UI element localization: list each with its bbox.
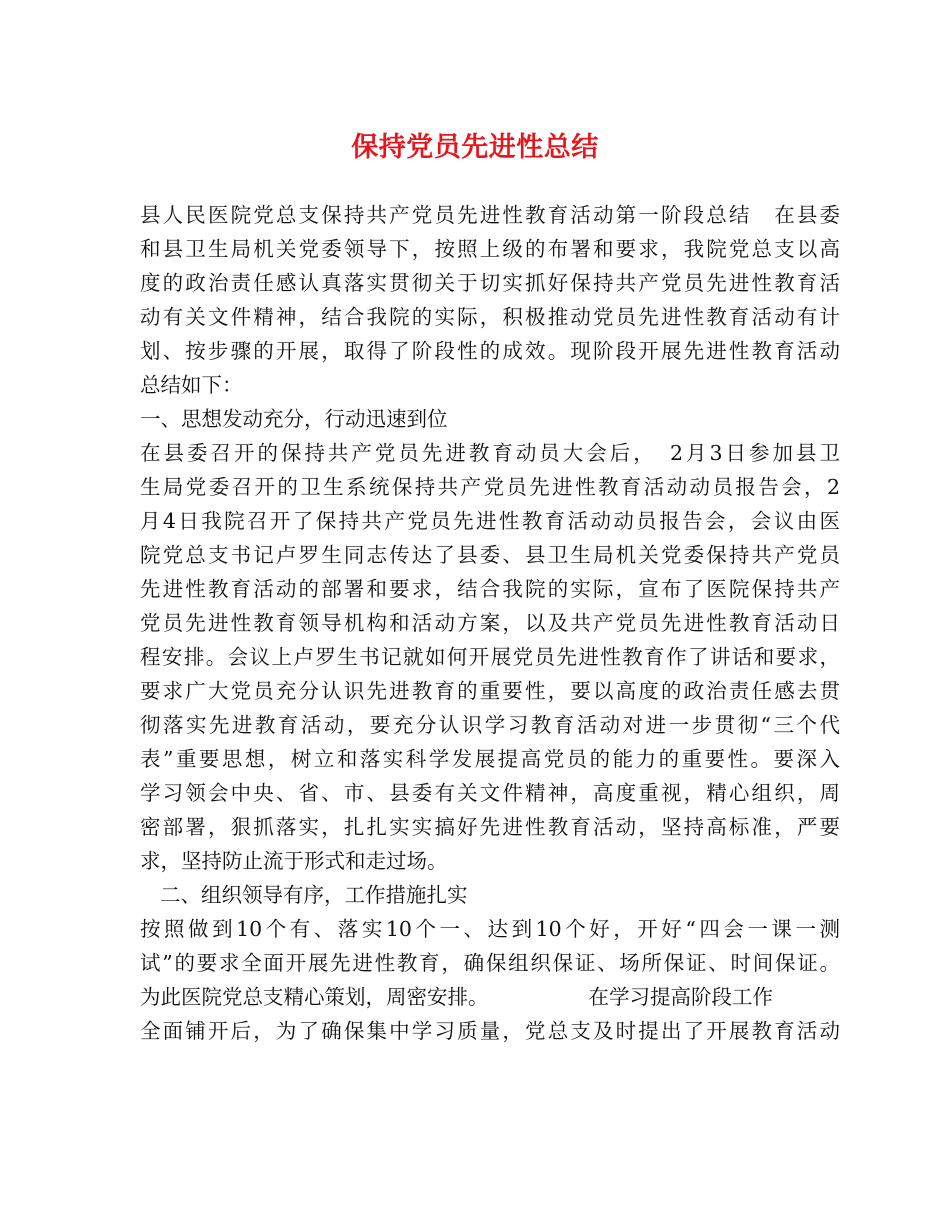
- text-line: 按照做到10个有、落实10个一、达到10个好，开好“四会一课一测: [140, 917, 840, 941]
- section-heading: 二、组织领导有序，工作措施扎实: [160, 883, 468, 907]
- text-line: 求，坚持防止流于形式和走过场。: [140, 849, 448, 873]
- text-line: 总结如下：: [140, 373, 243, 397]
- text-line: 动有关文件精神，结合我院的实际，积极推动党员先进性教育活动有计: [140, 305, 840, 329]
- text-line: 生局党委召开的卫生系统保持共产党员先进性教育活动动员报告会，2: [140, 475, 840, 499]
- text-line: 要求广大党员充分认识先进教育的重要性，要以高度的政治责任感去贯: [140, 679, 840, 703]
- text-line: 全面铺开后，为了确保集中学习质量，党总支及时提出了开展教育活动: [140, 1019, 840, 1043]
- text-line: 表”重要思想，树立和落实科学发展提高党员的能力的重要性。要深入: [140, 747, 840, 771]
- text-line: 县人民医院党总支保持共产党员先进性教育活动第一阶段总结 在县委: [140, 203, 840, 227]
- text-line: 院党总支书记卢罗生同志传达了县委、县卫生局机关党委保持共产党员: [140, 543, 840, 567]
- text-line: 先进性教育活动的部署和要求，结合我院的实际，宣布了医院保持共产: [140, 577, 840, 601]
- page-title: 保持党员先进性总结: [351, 132, 599, 163]
- text-line: 学习领会中央、省、市、县委有关文件精神，高度重视，精心组织，周: [140, 781, 840, 805]
- text-line: [140, 980, 840, 1014]
- section-heading: 一、思想发动充分，行动迅速到位: [140, 407, 448, 431]
- text-line: 彻落实先进教育活动，要充分认识学习教育活动对进一步贯彻“三个代: [140, 713, 840, 737]
- text-line: 党员先进性教育领导机构和活动方案，以及共产党员先进性教育活动日: [140, 611, 840, 635]
- text-line: 试”的要求全面开展先进性教育，确保组织保证、场所保证、时间保证。: [140, 951, 840, 975]
- text-line: 密部署，狠抓落实，扎扎实实搞好先进性教育活动，坚持高标准，严要: [140, 815, 840, 839]
- document-body: [140, 198, 840, 1048]
- text-line: 和县卫生局机关党委领导下，按照上级的布署和要求，我院党总支以高: [140, 237, 840, 261]
- text-segment: 为此医院党总支精心策划，周密安排。: [140, 985, 489, 1009]
- text-line: 划、按步骤的开展，取得了阶段性的成效。现阶段开展先进性教育活动: [140, 339, 840, 363]
- text-line: 月4日我院召开了保持共产党员先进性教育活动动员报告会，会议由医: [140, 509, 840, 533]
- text-line: 在县委召开的保持共产党员先进教育动员大会后， 2月3日参加县卫: [140, 441, 840, 465]
- text-segment: 在学习提高阶段工作: [588, 985, 773, 1009]
- text-line: 度的政治责任感认真落实贯彻关于切实抓好保持共产党员先进性教育活: [140, 271, 840, 295]
- text-line: 程安排。会议上卢罗生书记就如何开展党员先进性教育作了讲话和要求，: [140, 645, 840, 669]
